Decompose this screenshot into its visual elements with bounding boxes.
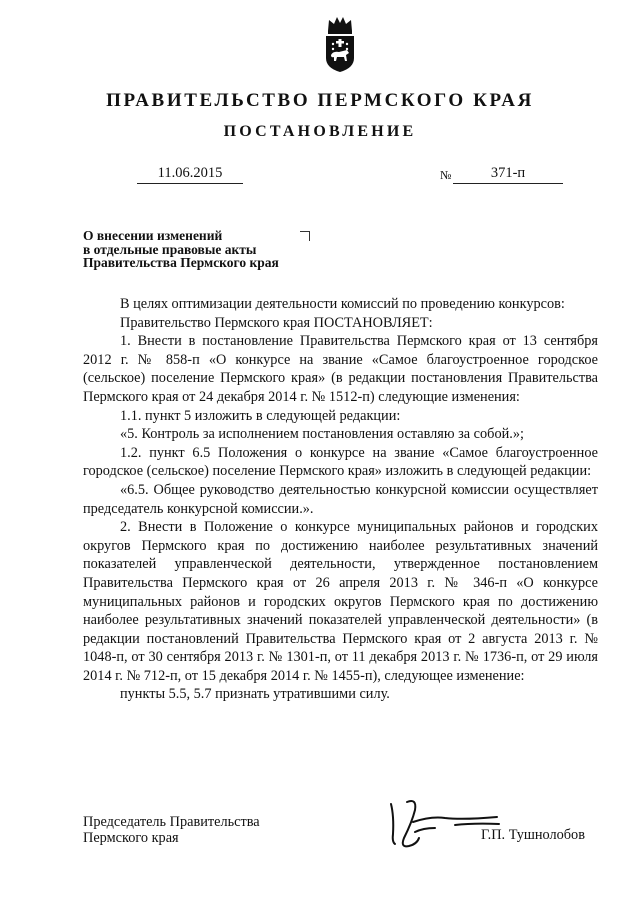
position-line: Пермского края	[83, 829, 179, 846]
document-type: ПОСТАНОВЛЕНИЕ	[223, 123, 417, 140]
position-line: Председатель Правительства	[83, 814, 260, 830]
document-subject	[83, 229, 343, 270]
number-sign: №	[440, 168, 452, 182]
coat-of-arms-icon	[321, 14, 359, 74]
handwritten-signature	[385, 790, 505, 858]
signatory-name: Г.П. Тушнолобов	[481, 827, 585, 843]
body-paragraph: 2. Внести в Положение о конкурсе муниципальных районов и городских округов Пермского края по достижению наиболее результативных значений показателей управленческой деятельности, утвержденное постановлением Правительства Пермского края от 26 апреля 2013 г. № 346-п «О конкурсе муниципальных районов и городских округов Пермского края по достижению наиболее результативных значений показателей управленческой деятельности» (в редакции постановлений Правительства Пермского края от 2 августа 2013 г. № 1048-п, от 30 сентября 2013 г. № 1301-п, от 11 декабря 2013 г. № 1736-п, от 29 июля 2014 г. № 712-п, от 15 декабря 2014 г. № 1455-п), следующее изменение:	[83, 519, 598, 684]
document-number: 371-п	[453, 163, 563, 184]
body-paragraph: 1.2. пункт 6.5 Положения о конкурсе на звание «Самое благоустроенное городское (сельское) поселение Пермского края» изложить в следующей редакции:	[83, 444, 598, 480]
body-paragraph: Правительство Пермского края ПОСТАНОВЛЯЕТ:	[120, 314, 433, 331]
body-paragraph: В целях оптимизации деятельности комиссий по проведению конкурсов:	[120, 296, 565, 312]
government-title: ПРАВИТЕЛЬСТВО ПЕРМСКОГО КРАЯ	[106, 90, 534, 111]
document-date: 11.06.2015	[137, 163, 243, 184]
body-paragraph: пункты 5.5, 5.7 признать утратившими силу.	[120, 686, 390, 703]
subject-line: в отдельные правовые акты	[83, 241, 257, 257]
body-paragraph: 1.1. пункт 5 изложить в следующей редакции:	[120, 407, 401, 424]
signatory-position	[83, 815, 260, 846]
subject-line: Правительства Пермского края	[83, 255, 279, 270]
body-paragraph: 1. Внести в постановление Правительства Пермского края от 13 сентября 2012 г. № 858-п «О конкурсе на звание «Самое благоустроенное городское (сельское) поселение Пермского края» (в редакции постановления Правительства Пермского края от 24 декабря 2014 г. № 1512-п) следующие изменения:	[83, 333, 598, 405]
body-paragraph: «6.5. Общее руководство деятельностью конкурсной комиссии осуществляет председатель конкурсной комиссии.».	[83, 481, 598, 517]
subject-line: О внесении изменений	[83, 228, 223, 243]
document-body	[83, 295, 598, 704]
body-paragraph: «5. Контроль за исполнением постановления оставляю за собой.»;	[120, 426, 524, 443]
